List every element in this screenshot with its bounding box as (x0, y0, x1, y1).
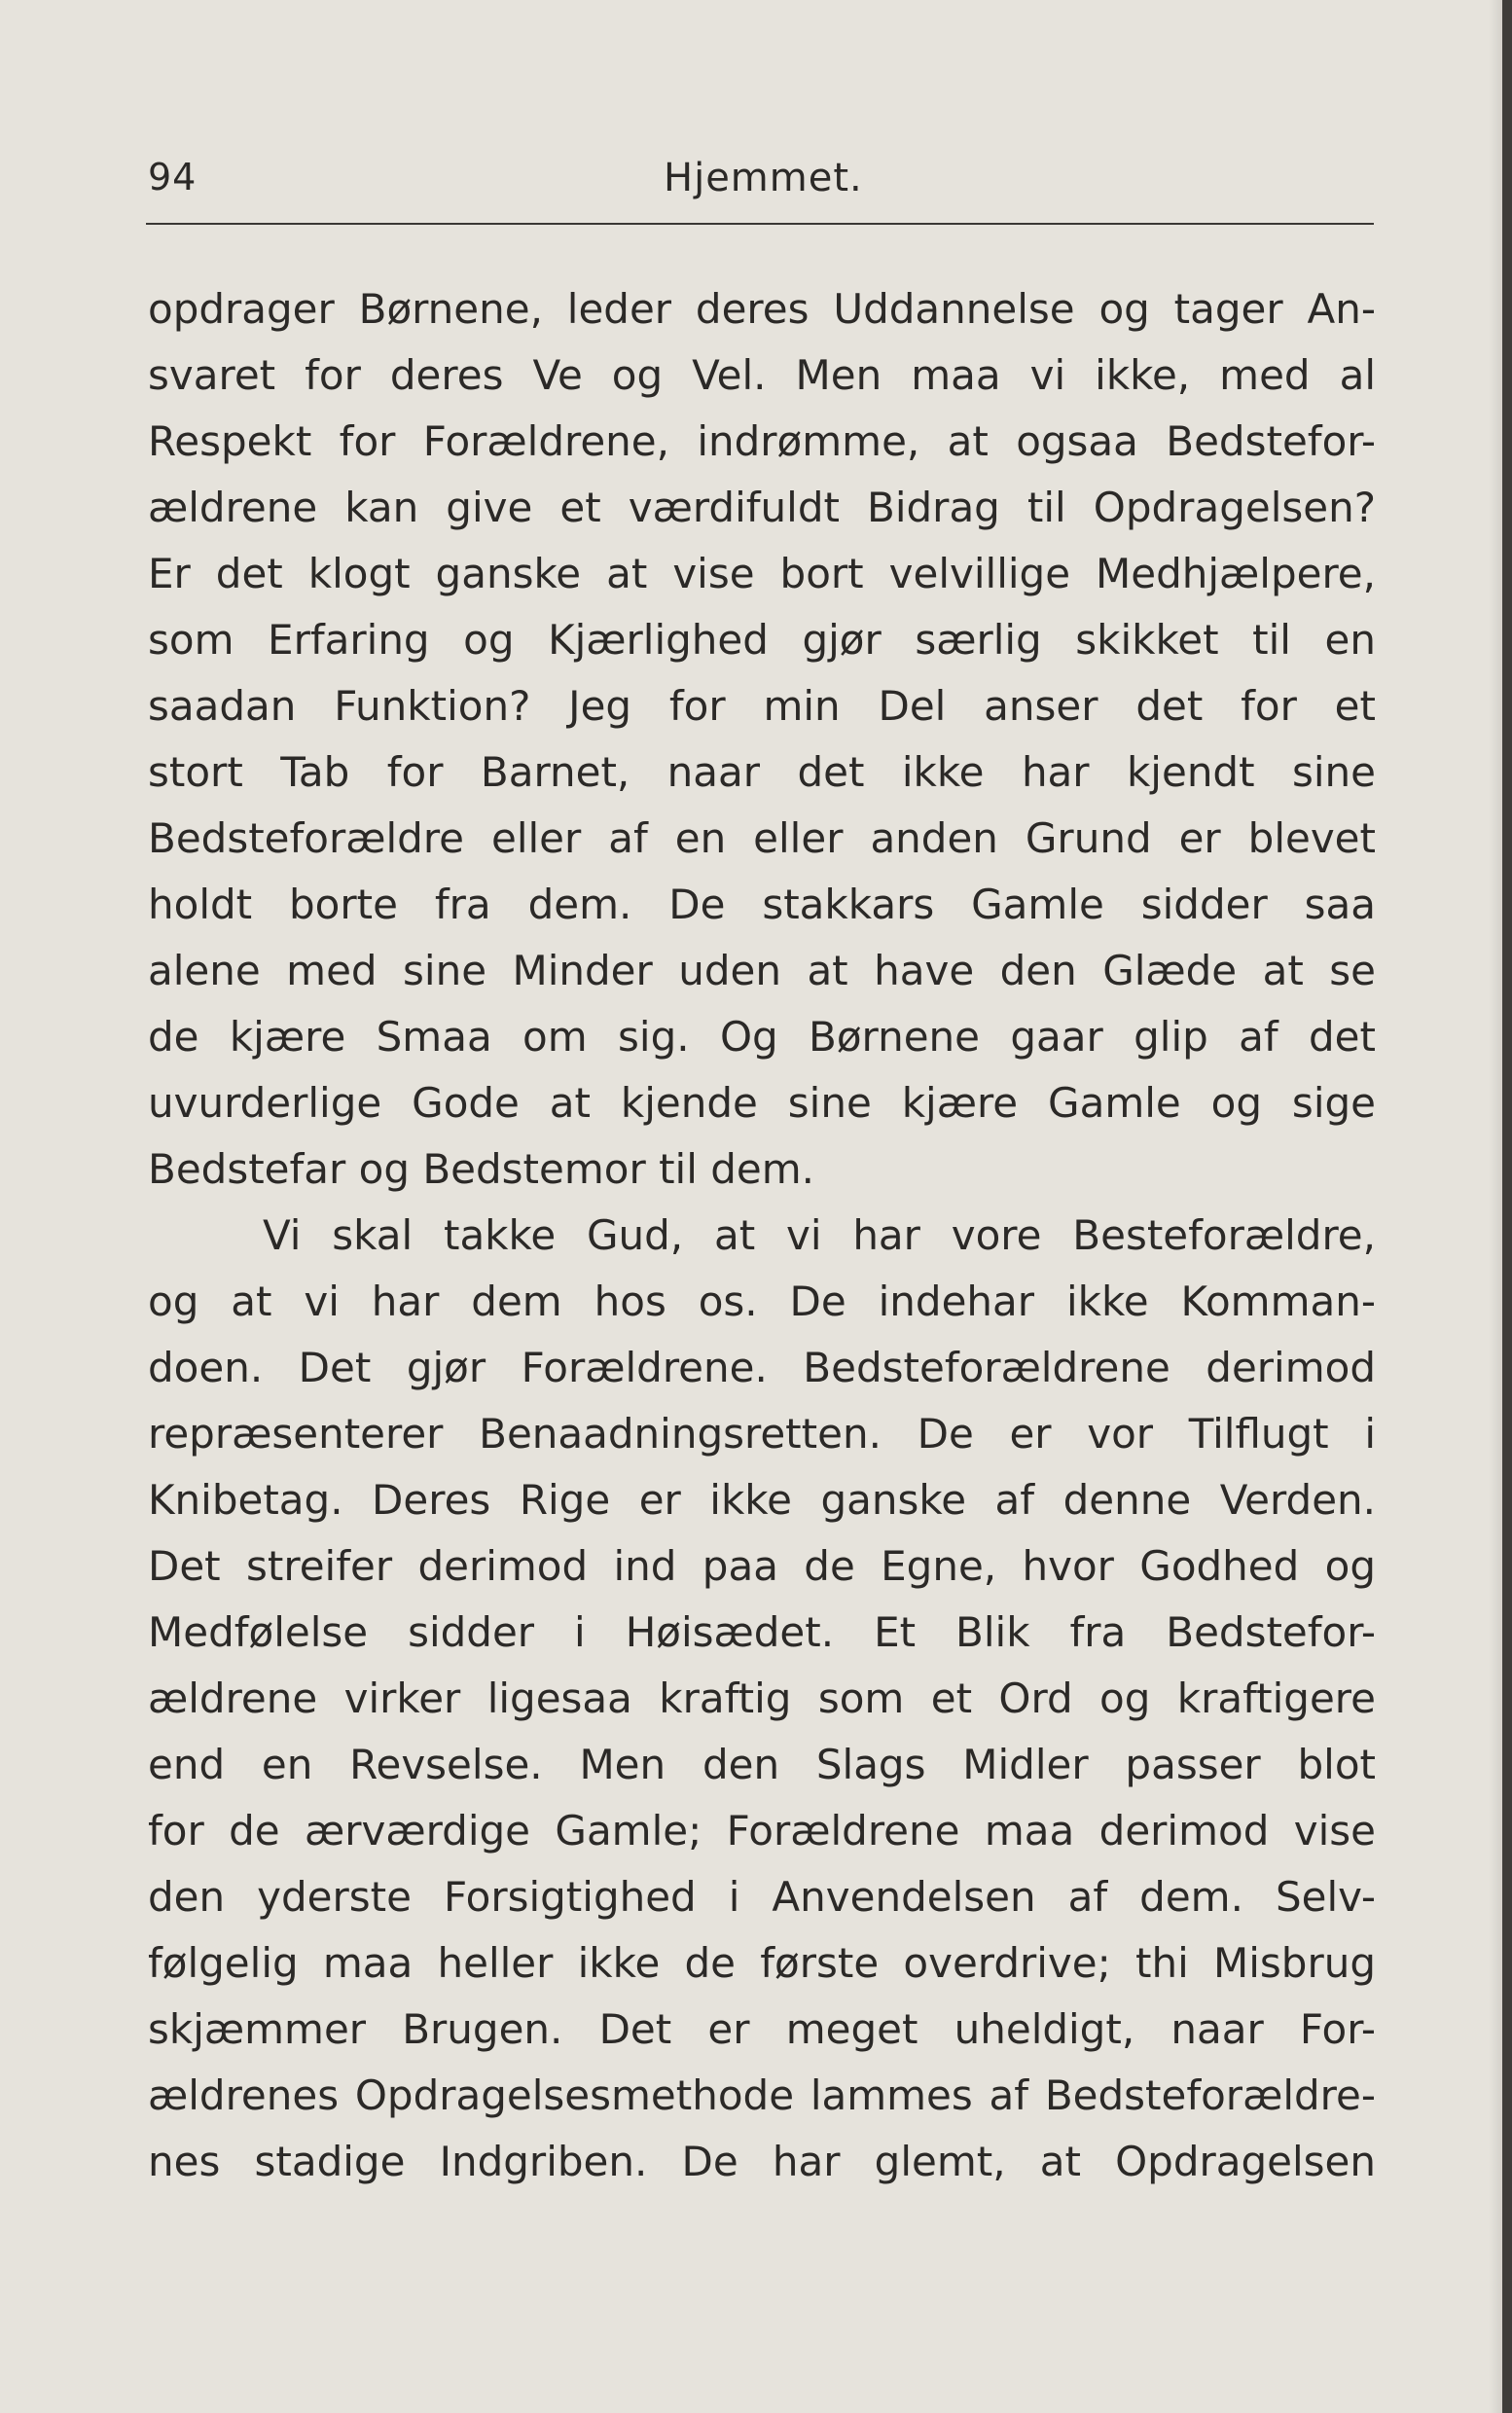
text-line: Er det klogt ganske at vise bort velvillige Medhjælpere, (148, 550, 1376, 597)
text-line: Medfølelse sidder i Høisædet. Et Blik fra Bedstefor- (148, 1608, 1376, 1656)
text-line: end en Revselse. Men den Slags Midler passer blot (148, 1741, 1376, 1788)
text-line: ældrene kan give et værdifuldt Bidrag til Opdragelsen? (148, 484, 1376, 531)
page-number: 94 (148, 156, 198, 198)
text-line: uvurderlige Gode at kjende sine kjære Gamle og sige (148, 1079, 1376, 1127)
text-line: repræsenterer Benaadningsretten. De er vor Tilflugt i (148, 1410, 1376, 1458)
text-line: ældrenes Opdragelsesmethode lammes af Bedsteforældre- (148, 2071, 1376, 2119)
text-line: holdt borte fra dem. De stakkars Gamle sidder saa (148, 881, 1376, 928)
text-line: ældrene virker ligesaa kraftig som et Ord og kraftigere (148, 1675, 1376, 1722)
text-line: som Erfaring og Kjærlighed gjør særlig skikket til en (148, 616, 1376, 664)
page-edge (1502, 0, 1512, 2413)
text-line: den yderste Forsigtighed i Anvendelsen af dem. Selv- (148, 1873, 1376, 1921)
text-line: Knibetag. Deres Rige er ikke ganske af denne Verden. (148, 1476, 1376, 1524)
paragraph-end-line: Bedstefar og Bedstemor til dem. (148, 1145, 815, 1193)
text-line: de kjære Smaa om sig. Og Børnene gaar glip af det (148, 1013, 1376, 1061)
text-line: og at vi har dem hos os. De indehar ikke Komman- (148, 1278, 1376, 1325)
text-line: saadan Funktion? Jeg for min Del anser det for et (148, 682, 1376, 730)
text-line: Det streifer derimod ind paa de Egne, hvor Godhed og (148, 1542, 1376, 1590)
page-header (148, 156, 1372, 224)
header-rule (146, 223, 1374, 225)
text-line: nes stadige Indgriben. De har glemt, at Opdragelsen (148, 2138, 1376, 2185)
text-line: Respekt for Forældrene, indrømme, at ogsaa Bedstefor- (148, 417, 1376, 465)
text-line: opdrager Børnene, leder deres Uddannelse og tager An- (148, 285, 1376, 333)
running-title: Hjemmet. (664, 156, 863, 200)
text-line: alene med sine Minder uden at have den Glæde at se (148, 947, 1376, 994)
page-shadow (1489, 0, 1502, 2413)
text-line: for de ærværdige Gamle; Forældrene maa derimod vise (148, 1807, 1376, 1855)
paragraph-start-line: Vi skal takke Gud, at vi har vore Besteforældre, (263, 1211, 1376, 1259)
text-line: Bedsteforældre eller af en eller anden Grund er blevet (148, 814, 1376, 862)
text-line: svaret for deres Ve og Vel. Men maa vi ikke, med al (148, 351, 1376, 399)
text-line: skjæmmer Brugen. Det er meget uheldigt, naar For- (148, 2005, 1376, 2053)
body-text (148, 276, 1376, 2195)
text-line: følgelig maa heller ikke de første overdrive; thi Misbrug (148, 1939, 1376, 1987)
text-line: stort Tab for Barnet, naar det ikke har kjendt sine (148, 748, 1376, 796)
text-line: doen. Det gjør Forældrene. Bedsteforældrene derimod (148, 1344, 1376, 1391)
